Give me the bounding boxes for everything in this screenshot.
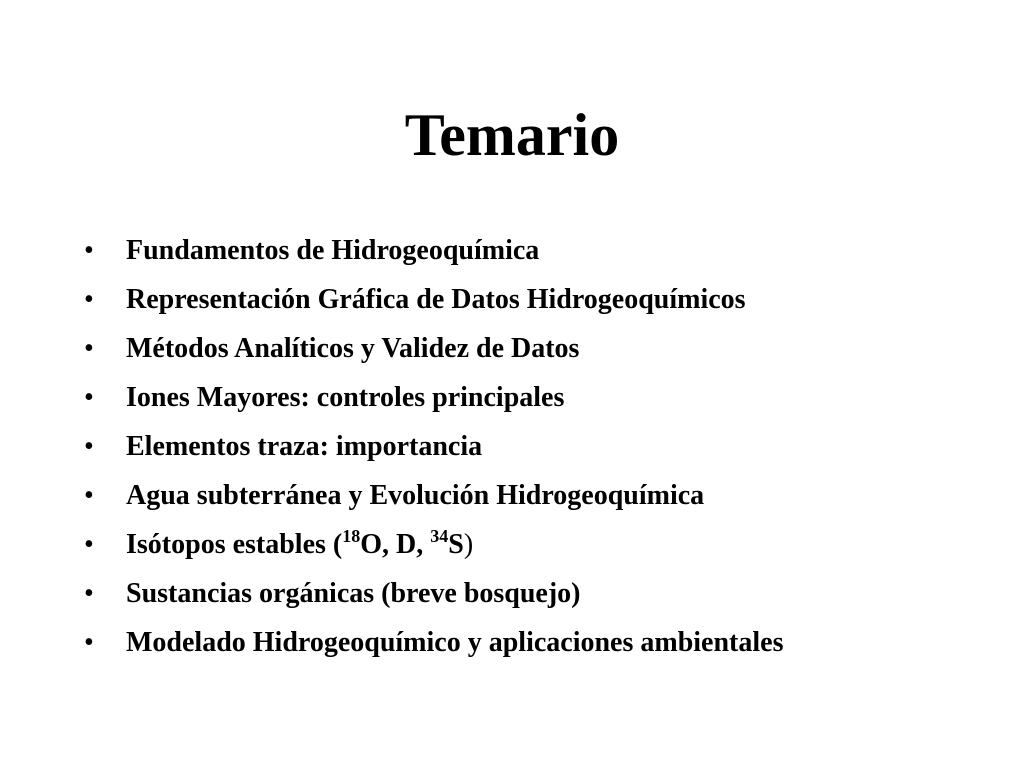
- topic-list: [84, 226, 783, 667]
- isotope-superscript-sulfur: 34: [430, 526, 449, 546]
- bullet-icon: •: [84, 578, 94, 609]
- list-item: [84, 324, 783, 373]
- isotope-superscript-oxygen: 18: [342, 526, 361, 546]
- topic-text: Métodos Analíticos y Validez de Datos: [126, 333, 580, 364]
- topic-text: Sustancias orgánicas (breve bosquejo): [126, 578, 581, 609]
- bullet-icon: •: [84, 284, 94, 315]
- topic-text: Representación Gráfica de Datos Hidrogeoquímicos: [126, 284, 746, 315]
- topic-text: Iones Mayores: controles principales: [126, 382, 565, 413]
- bullet-icon: •: [84, 431, 94, 462]
- topic-text: [126, 526, 474, 560]
- topic-text-middle: O, D,: [360, 529, 431, 560]
- slide-title: Temario: [404, 102, 620, 168]
- bullet-icon: •: [84, 333, 94, 364]
- closing-parenthesis: ): [463, 529, 474, 560]
- bullet-icon: •: [84, 529, 94, 560]
- topic-text: Modelado Hidrogeoquímico y aplicaciones ambientales: [126, 627, 784, 658]
- list-item: [84, 520, 783, 569]
- topic-text-prefix: Isótopos estables (: [126, 529, 343, 560]
- bullet-icon: •: [84, 480, 94, 511]
- list-item: [84, 275, 783, 324]
- list-item: [84, 569, 783, 618]
- list-item: [84, 373, 783, 422]
- list-item: [84, 226, 783, 275]
- topic-text: Elementos traza: importancia: [126, 431, 483, 462]
- topic-text-suffix: S: [448, 529, 464, 560]
- topic-text: Agua subterránea y Evolución Hidrogeoquímica: [126, 480, 705, 511]
- list-item: [84, 422, 783, 471]
- list-item: [84, 618, 783, 667]
- bullet-icon: •: [84, 627, 94, 658]
- bullet-icon: •: [84, 235, 94, 266]
- bullet-icon: •: [84, 382, 94, 413]
- topic-text: Fundamentos de Hidrogeoquímica: [126, 235, 540, 266]
- list-item: [84, 471, 783, 520]
